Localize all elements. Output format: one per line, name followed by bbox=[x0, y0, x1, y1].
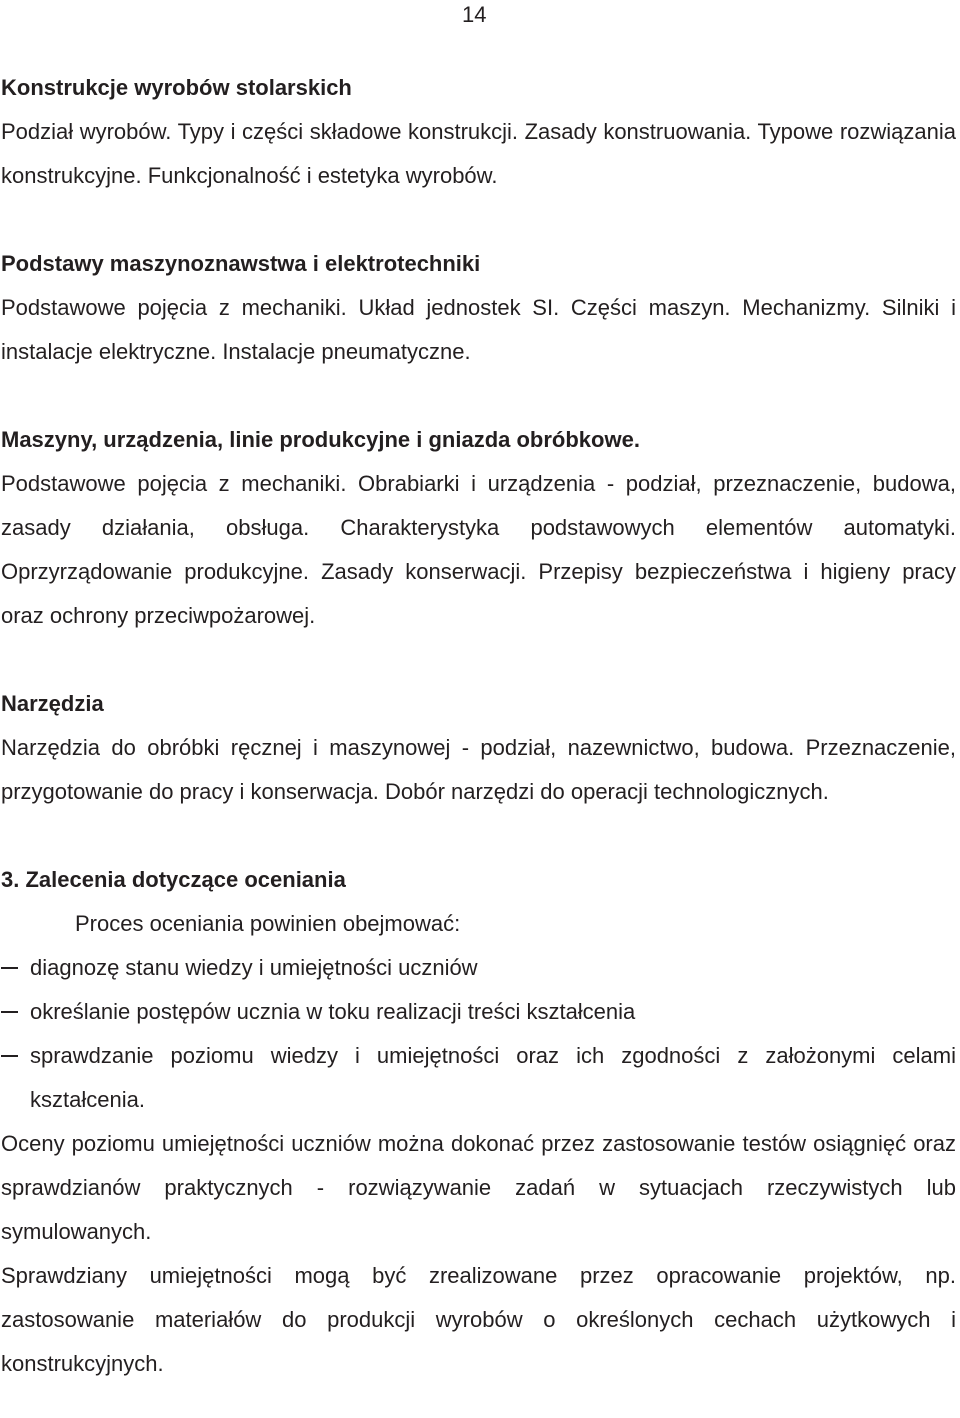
list-item: diagnozę stanu wiedzy i umiejętności uczniów bbox=[1, 946, 956, 990]
page-number: 14 bbox=[462, 2, 487, 27]
section-konstrukcje bbox=[1, 66, 956, 198]
recommendations-paragraph: Sprawdziany umiejętności mogą być zrealizowane przez opracowanie projektów, np. zastosowanie materiałów do produkcji wyrobów o określonych cechach użytkowych i konstrukcyjnych. bbox=[1, 1263, 956, 1376]
recommendations-heading: 3. Zalecenia dotyczące oceniania bbox=[1, 867, 346, 892]
section-text: Podstawowe pojęcia z mechaniki. Obrabiarki i urządzenia - podział, przeznaczenie, budowa, zasady działania, obsługa. Charakterystyka podstawowych elementów automatyki. Oprzyrządowanie produkcyjne. Zasady konserwacji. Przepisy bezpieczeństwa i higieny pracy oraz ochrony przeciwpożarowej. bbox=[1, 471, 956, 628]
section-maszyny bbox=[1, 418, 956, 638]
list-item: określanie postępów ucznia w toku realizacji treści kształcenia bbox=[1, 990, 956, 1034]
section-heading: Konstrukcje wyrobów stolarskich bbox=[1, 75, 352, 100]
dash-bullet-icon bbox=[1, 1011, 18, 1013]
section-text: Podział wyrobów. Typy i części składowe konstrukcji. Zasady konstruowania. Typowe rozwiązania konstrukcyjne. Funkcjonalność i estetyka wyrobów. bbox=[1, 119, 956, 188]
dash-bullet-icon bbox=[1, 1055, 18, 1057]
recommendations-intro: Proces oceniania powinien obejmować: bbox=[75, 911, 461, 936]
section-narzedzia bbox=[1, 682, 956, 814]
list-item: sprawdzanie poziomu wiedzy i umiejętności oraz ich zgodności z założonymi celami kształcenia. bbox=[1, 1034, 956, 1122]
section-text: Podstawowe pojęcia z mechaniki. Układ jednostek SI. Części maszyn. Mechanizmy. Silniki i instalacje elektryczne. Instalacje pneumatyczne. bbox=[1, 295, 956, 364]
section-maszynoznawstwo bbox=[1, 242, 956, 374]
section-text: Narzędzia do obróbki ręcznej i maszynowej - podział, nazewnictwo, budowa. Przeznaczenie, przygotowanie do pracy i konserwacja. Dobór narzędzi do operacji technologicznych. bbox=[1, 735, 956, 804]
section-recommendations bbox=[1, 858, 956, 1386]
recommendations-list bbox=[1, 946, 956, 1122]
section-heading: Podstawy maszynoznawstwa i elektrotechniki bbox=[1, 251, 481, 276]
section-heading: Narzędzia bbox=[1, 691, 104, 716]
dash-bullet-icon bbox=[1, 967, 18, 969]
recommendations-paragraph: Oceny poziomu umiejętności uczniów można dokonać przez zastosowanie testów osiągnięć oraz sprawdzianów praktycznych - rozwiązywanie zadań w sytuacjach rzeczywistych lub symulowanych. bbox=[1, 1131, 956, 1244]
section-heading: Maszyny, urządzenia, linie produkcyjne i gniazda obróbkowe. bbox=[1, 427, 640, 452]
document-body bbox=[1, 66, 956, 1386]
